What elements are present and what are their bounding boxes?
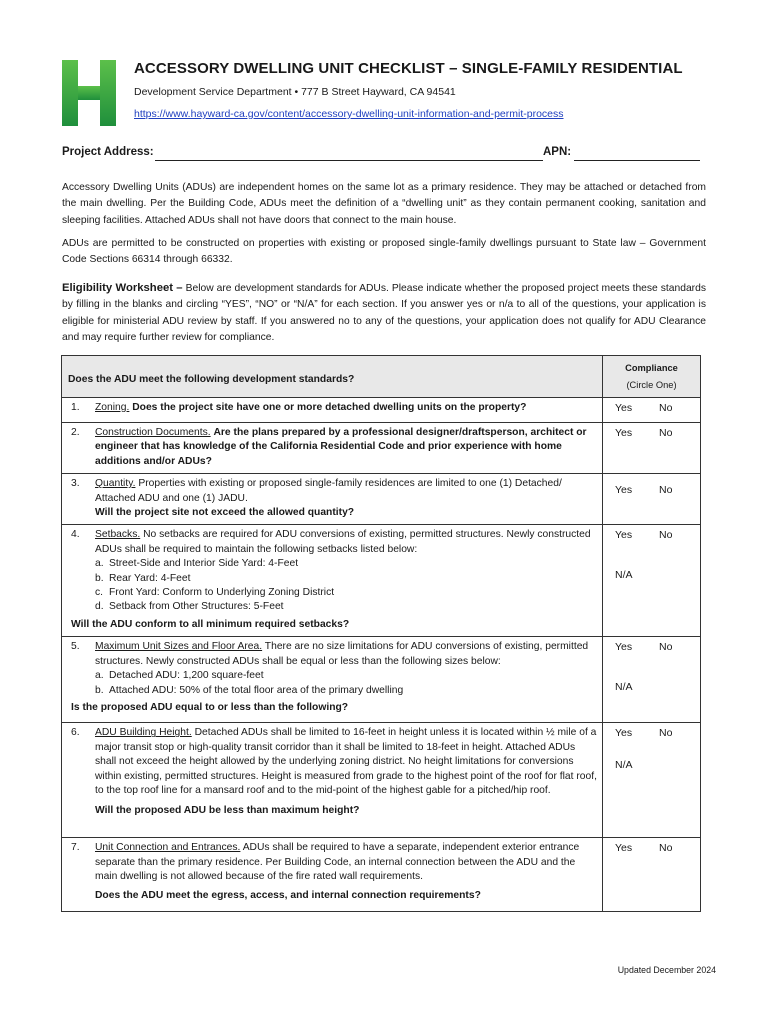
header-compliance (603, 356, 701, 398)
adu-info-link[interactable]: https://www.hayward-ca.gov/content/accessory-dwelling-unit-information-and-permit-process (134, 108, 564, 120)
question-body (95, 841, 598, 903)
yes-no-options (603, 842, 700, 854)
compliance-title: Compliance (625, 363, 678, 373)
question-body (95, 401, 598, 415)
yes-option[interactable]: Yes (615, 484, 633, 497)
question-prompt: Is the proposed ADU equal to or less than the following? (71, 701, 349, 713)
compliance-cell (603, 398, 701, 423)
question-title: ADU Building Height. (95, 727, 192, 739)
header-question: Does the ADU meet the following development standards? (62, 356, 603, 398)
question-title: Quantity. (95, 478, 136, 490)
department-address: Development Service Department • 777 B Street Hayward, CA 94541 (134, 86, 456, 98)
table-header-row (62, 356, 701, 398)
question-cell (62, 637, 603, 723)
question-text: No setbacks are required for ADU conversions of existing, permitted structures. Newly constructed ADUs shall be required to maintain the following setbacks listed below: (95, 529, 591, 555)
compliance-cell (603, 637, 701, 723)
no-option[interactable]: No (659, 427, 673, 439)
standard-letter: b. (95, 684, 104, 696)
table-row (62, 398, 701, 423)
standard-letter: c. (95, 587, 104, 599)
standard-item (95, 557, 598, 571)
compliance-cell (603, 723, 701, 838)
yes-option[interactable]: Yes (615, 727, 633, 740)
question-title: Construction Documents. (95, 427, 211, 438)
compliance-cell (603, 525, 701, 637)
hayward-h-logo-icon (62, 60, 116, 126)
question-title: Zoning. (95, 402, 130, 413)
yes-no-options (603, 727, 700, 739)
standard-item (95, 684, 598, 698)
worksheet-paragraph (62, 280, 706, 347)
question-title: Unit Connection and Entrances. (95, 842, 241, 854)
standard-text: Rear Yard: 4-Feet (109, 572, 191, 584)
standard-text: Front Yard: Conform to Underlying Zoning District (109, 587, 335, 599)
no-option[interactable]: No (659, 402, 673, 414)
na-option[interactable]: N/A (615, 681, 633, 694)
standard-text: Attached ADU: 50% of the total floor area of the primary dwelling (109, 684, 404, 696)
standard-item (95, 572, 598, 586)
yes-no-options (603, 402, 700, 414)
question-text: ADUs shall be required to have a separate, independent exterior entrance separate than the primary residence. Per Building Code, an internal connection between the ADU and the main dwelling is not allowed because of the fire rated wall requirements. (95, 842, 580, 883)
question-body (95, 477, 598, 520)
compliance-table (61, 355, 701, 912)
na-option[interactable]: N/A (615, 759, 633, 772)
city-logo (62, 60, 116, 126)
no-option[interactable]: No (659, 529, 673, 542)
table-row (62, 838, 701, 912)
question-number: 1. (71, 402, 80, 413)
yes-option[interactable]: Yes (615, 427, 633, 439)
question-prompt: Does the ADU meet the egress, access, and internal connection requirements? (95, 889, 481, 901)
updated-date: Updated December 2024 (617, 965, 716, 975)
question-prompt: Will the proposed ADU be less than maximum height? (95, 805, 360, 817)
question-body (95, 726, 598, 818)
yes-option[interactable]: Yes (615, 529, 633, 542)
project-info-row (62, 146, 702, 164)
question-cell (62, 838, 603, 912)
question-body (71, 640, 598, 715)
question-cell (62, 723, 603, 838)
circle-one-note: (Circle One) (626, 380, 677, 390)
table-row (62, 637, 701, 723)
question-cell (62, 525, 603, 637)
no-option[interactable]: No (659, 484, 673, 497)
question-cell (62, 423, 603, 474)
project-address-field[interactable] (155, 160, 543, 161)
standard-letter: a. (95, 670, 104, 682)
standard-letter: b. (95, 572, 104, 584)
question-prompt: Does the project site have one or more detached dwelling units on the property? (132, 402, 527, 413)
table-row (62, 423, 701, 474)
standard-item (95, 600, 598, 614)
yes-no-options (603, 529, 700, 541)
standard-text: Detached ADU: 1,200 square-feet (109, 670, 264, 682)
question-title: Setbacks. (95, 529, 141, 541)
apn-field[interactable] (574, 160, 700, 161)
yes-option[interactable]: Yes (615, 641, 633, 654)
worksheet-text: Below are development standards for ADUs. Please indicate whether the proposed project meets these standards by filling in the blanks and circling “YES”, “NO” or “N/A” for each section. If you answer yes or n/a to all of the questions, your application is eligible for ministerial ADU review by staff. If you answered no to any of the questions, your application does not qualify for ADU Clearance and may require further review for compliance. (62, 283, 706, 344)
question-prompt: Are the plans prepared by a professional designer/draftsperson, architect or engineer that has knowledge of the California Residential Code and prior experience with home additions and/or ADUs? (95, 427, 587, 467)
question-number: 6. (71, 727, 80, 739)
table-row (62, 723, 701, 838)
compliance-cell (603, 838, 701, 912)
question-cell (62, 474, 603, 525)
standard-letter: d. (95, 601, 104, 613)
apn-label: APN: (543, 146, 572, 158)
question-number: 3. (71, 478, 80, 490)
yes-no-options (603, 641, 700, 653)
na-option[interactable]: N/A (615, 569, 633, 582)
table-row (62, 525, 701, 637)
no-option[interactable]: No (659, 641, 673, 654)
yes-no-options (603, 427, 700, 439)
no-option[interactable]: No (659, 842, 673, 855)
question-prompt: Will the project site not exceed the allowed quantity? (95, 507, 355, 519)
standard-text: Setback from Other Structures: 5-Feet (109, 601, 284, 613)
standard-item (95, 669, 598, 683)
intro-paragraph: Accessory Dwelling Units (ADUs) are independent homes on the same lot as a primary residence. They may be attached or detached from the main dwelling. Per the Building Code, ADUs meet the definition of a “dwelling unit” as they contain permanent cooking, sanitation and sleeping facilities. Attached ADUs shall not have doors that connect to the main house. (62, 182, 706, 226)
question-prompt: Will the ADU conform to all minimum required setbacks? (71, 618, 350, 630)
question-number: 7. (71, 842, 80, 854)
question-number: 2. (71, 427, 80, 438)
standard-letter: a. (95, 558, 104, 570)
question-text: Properties with existing or proposed single-family residences are limited to one (1) Detached/ Attached ADU and one (1) JADU. (95, 478, 562, 504)
question-text: There are no size limitations for ADU conversions of existing, permitted structures. Newly constructed ADUs shall be equal or less than the following sizes below: (95, 641, 589, 667)
standard-item (95, 586, 598, 600)
question-cell (62, 398, 603, 423)
worksheet-label: Eligibility Worksheet – (62, 282, 183, 294)
project-address-label: Project Address: (62, 146, 154, 158)
question-number: 4. (71, 529, 80, 541)
question-number: 5. (71, 641, 80, 653)
no-option[interactable]: No (659, 727, 673, 740)
compliance-cell (603, 423, 701, 474)
table-row (62, 474, 701, 525)
question-title: Maximum Unit Sizes and Floor Area. (95, 641, 263, 653)
compliance-cell (603, 474, 701, 525)
yes-option[interactable]: Yes (615, 842, 633, 855)
yes-no-options (603, 484, 700, 496)
page-title: ACCESSORY DWELLING UNIT CHECKLIST – SINGLE-FAMILY RESIDENTIAL (134, 60, 683, 77)
question-text: Detached ADUs shall be limited to 16-feet in height unless it is located within ½ mile of a major transit stop or high-quality transit corridor than it shall be limited to 18-feet in height. Attached ADUs shall not exceed the height allowed by the underlying zoning district. No height limitations for conversions within existing, permitted structures. Height is measured from grade to the highest point of the roof for flat roof, to the top roof line for a mansard roof and to the mid-point of the highest gable for a pitched/hip roof. (95, 727, 597, 796)
yes-option[interactable]: Yes (615, 402, 633, 414)
question-body (71, 528, 598, 632)
state-law-paragraph: ADUs are permitted to be constructed on properties with existing or proposed single-family dwellings pursuant to State law – Government Code Sections 66314 through 66332. (62, 238, 706, 266)
standard-text: Street-Side and Interior Side Yard: 4-Feet (109, 558, 299, 570)
question-body (95, 426, 598, 469)
